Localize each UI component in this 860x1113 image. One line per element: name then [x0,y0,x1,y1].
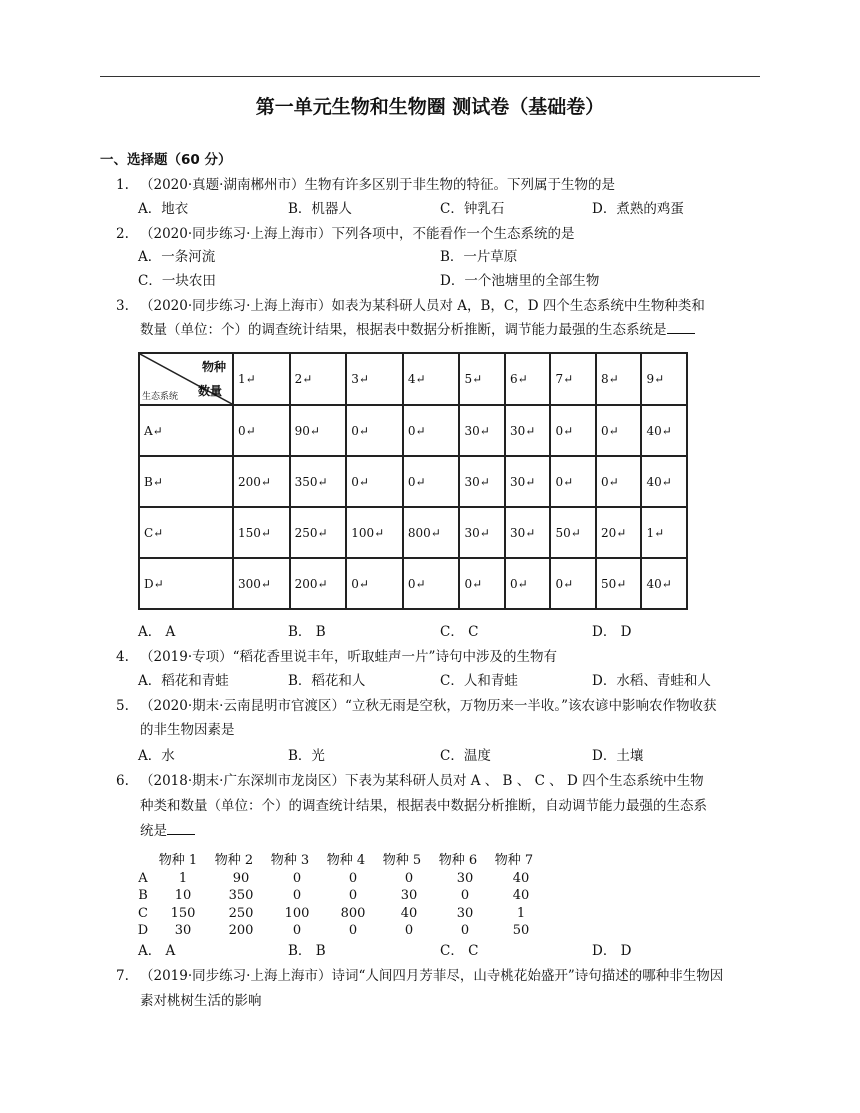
table-cell: 40 [400,905,418,921]
table-cell: 100↵ [346,507,403,558]
table-cell: 30 [456,905,474,921]
question-text-line1: （2019·同步练习·上海上海市）诗词“人间四月芳菲尽，山寺桃花始盛开”诗句描述的哪种非生物因 [140,968,724,984]
table-cell: 200 [228,923,254,938]
question-number: 4. [116,649,129,665]
table-cell: 30↵ [459,456,505,507]
species-table-1 [138,352,688,610]
table-row [139,456,687,507]
table-header-cell: 物种 5 [382,853,422,868]
table-cell: 0↵ [403,456,460,507]
table-cell: 0↵ [403,558,460,609]
question-2 [116,222,766,246]
option-b[interactable]: B． B [288,624,326,640]
table-header-cell: 7↵ [550,353,596,405]
row-label: A [138,870,148,886]
row-label: C↵ [139,507,233,558]
corner-label-count: 数量 [197,384,222,398]
table-header-cell: 4↵ [403,353,460,405]
question-number: 1. [116,177,129,193]
table-row [138,870,558,888]
option-c[interactable]: C．人和青蛙 [440,673,518,689]
table-cell: 20↵ [596,507,642,558]
table-cell: 0 [292,923,302,938]
option-b[interactable]: B． B [288,943,326,959]
question-text-line2: 的非生物因素是 [140,722,235,738]
table-cell: 0↵ [550,456,596,507]
question-text: （2019·专项）“稻花香里说丰年，听取蛙声一片”诗句中涉及的生物有 [140,649,557,665]
question-text-line1: （2020·同步练习·上海上海市）如表为某科研人员对 A，B，C，D 四个生态系统中生物种类和 [140,298,705,314]
table-header-cell: 9↵ [641,353,687,405]
question-text-line1: （2020·期末·云南昆明市官渡区）“立秋无雨是空秋，万物历来一半收。”该农谚中影响农作物收获 [140,698,717,714]
option-d[interactable]: D．一个池塘里的全部生物 [440,273,600,289]
row-label: B [138,888,148,903]
table-cell: 0↵ [550,558,596,609]
question-4 [116,645,766,669]
question-text: （2020·真题·湖南郴州市）生物有许多区别于非生物的特征。下列属于生物的是 [140,177,615,193]
question-5-options [138,745,758,767]
row-label: D↵ [139,558,233,609]
table-cell: 40 [512,870,530,886]
table-header-cell: 物种 4 [326,853,366,868]
table-cell: 30↵ [459,405,505,456]
table-header-cell: 8↵ [596,353,642,405]
table-header-cell: 物种 7 [494,853,534,868]
table-cell: 200↵ [233,456,290,507]
table-cell: 10 [174,888,192,903]
question-number: 5. [116,698,129,714]
option-a[interactable]: A．一条河流 [138,249,216,265]
header-rule [100,76,760,77]
table-cell: 0 [404,870,414,886]
option-b[interactable]: B．机器人 [288,201,352,217]
option-a[interactable]: A． A [138,943,176,959]
table-row [139,507,687,558]
table-row [139,405,687,456]
corner-label-system: 生态系统 [142,392,179,402]
table-cell: 800↵ [403,507,460,558]
table-cell: 30↵ [459,507,505,558]
question-3-options [138,621,758,643]
table-header-cell: 5↵ [459,353,505,405]
option-a[interactable]: A．地衣 [138,201,189,217]
table-header-cell: 物种 1 [158,853,198,868]
table-cell: 350↵ [290,456,347,507]
table-cell: 90 [232,870,250,886]
table-cell: 0↵ [346,456,403,507]
question-1-options [138,198,758,220]
option-b[interactable]: B．稻花和人 [288,673,366,689]
table-cell: 0↵ [346,405,403,456]
table-cell: 30 [174,923,192,938]
table-cell: 800 [340,905,366,921]
option-b[interactable]: B．光 [288,748,325,764]
row-label: D [137,923,149,938]
table-cell: 1 [178,870,188,886]
table-header-cell: 物种 3 [270,853,310,868]
table-cell: 40↵ [641,405,687,456]
question-5 [116,694,766,742]
table-cell: 30↵ [505,405,551,456]
question-6 [116,769,766,844]
question-number: 2. [116,226,129,242]
table-cell: 100 [284,905,310,921]
table-header-cell: 6↵ [505,353,551,405]
table-cell: 250↵ [290,507,347,558]
table-cell: 50↵ [550,507,596,558]
question-7 [116,964,766,1014]
table-cell: 0 [460,888,470,903]
table-cell: 40↵ [641,558,687,609]
section-heading: 一、选择题（60 分） [100,152,232,168]
option-c[interactable]: C． C [440,624,479,640]
table-cell: 250 [228,905,254,921]
table-header-cell: 3↵ [346,353,403,405]
page-title: 第一单元生物和生物圈 测试卷（基础卷） [255,96,605,118]
table-row [139,558,687,609]
option-a[interactable]: A． A [138,624,176,640]
table-cell: 0↵ [346,558,403,609]
row-label: B↵ [139,456,233,507]
table-cell: 0↵ [596,456,642,507]
option-a[interactable]: A．稻花和青蛙 [138,673,229,689]
table-cell: 40↵ [641,456,687,507]
table-cell: 0 [292,888,302,903]
question-text-line2: 种类和数量（单位：个）的调查统计结果，根据表中数据分析推断，自动调节能力最强的生态系 [140,798,707,814]
table-cell: 350 [228,888,254,903]
option-b[interactable]: B．一片草原 [440,249,518,265]
option-d[interactable]: D．煮熟的鸡蛋 [592,201,684,217]
table-cell: 0 [348,870,358,886]
table-cell: 0 [460,923,470,938]
table-cell: 50↵ [596,558,642,609]
table-cell: 0 [404,923,414,938]
table-row [138,887,558,905]
answer-blank[interactable] [167,820,195,835]
table-cell: 1↵ [641,507,687,558]
table-header-cell: 物种 6 [438,853,478,868]
question-2-options-row1 [138,246,758,268]
row-label: A↵ [139,405,233,456]
table-corner-cell [139,353,233,405]
option-a[interactable]: A．水 [138,748,175,764]
table-header-cell: 1↵ [233,353,290,405]
table-cell: 0↵ [459,558,505,609]
species-table-2 [138,852,558,940]
table-row [138,922,558,940]
table-cell: 30↵ [505,456,551,507]
corner-label-species: 物种 [201,360,226,374]
option-c[interactable]: C．一块农田 [138,273,216,289]
question-text: （2020·同步练习·上海上海市）下列各项中，不能看作一个生态系统的是 [140,226,575,242]
table-cell: 30 [456,870,474,886]
option-d[interactable]: D． D [592,943,632,959]
table-cell: 90↵ [290,405,347,456]
table-cell: 0↵ [596,405,642,456]
table-cell: 1 [516,905,526,921]
table-cell: 0↵ [403,405,460,456]
table-cell: 30 [400,888,418,903]
table-cell: 300↵ [233,558,290,609]
option-d[interactable]: D．水稻、青蛙和人 [592,673,711,689]
question-text-line3: 统是 [140,823,167,839]
table-cell: 150↵ [233,507,290,558]
table-cell: 0↵ [233,405,290,456]
table-cell: 0 [348,888,358,903]
option-d[interactable]: D． D [592,624,632,640]
table-cell: 30↵ [505,507,551,558]
table-cell: 0 [292,870,302,886]
option-c[interactable]: C． C [440,943,479,959]
table-header-cell: 2↵ [290,353,347,405]
question-6-options [138,940,758,962]
question-text-line1: （2018·期末·广东深圳市龙岗区）下表为某科研人员对 A 、 B 、 C 、 D 四个生态系统中生物 [140,773,704,789]
table-cell: 150 [170,905,196,921]
question-number: 6. [116,773,129,789]
table-cell: 50 [512,923,530,938]
answer-blank[interactable] [667,319,695,334]
question-3 [116,294,766,342]
option-c[interactable]: C．钟乳石 [440,201,505,217]
table-header-row [139,353,687,405]
question-text-line2: 素对桃树生活的影响 [140,993,262,1009]
question-number: 3. [116,298,129,314]
question-1 [116,173,766,197]
row-label: C [138,905,148,921]
option-d[interactable]: D．土壤 [592,748,644,764]
table-cell: 0 [348,923,358,938]
option-c[interactable]: C．温度 [440,748,491,764]
table-cell: 40 [512,888,530,903]
table-header-cell: 物种 2 [214,853,254,868]
table-row [138,905,558,923]
table-cell: 0↵ [505,558,551,609]
question-number: 7. [116,968,129,984]
table-header-row [138,852,558,870]
question-text-line2: 数量（单位：个）的调查统计结果，根据表中数据分析推断，调节能力最强的生态系统是 [140,322,667,338]
question-4-options [138,670,758,692]
table-cell: 200↵ [290,558,347,609]
table-cell: 0↵ [550,405,596,456]
question-2-options-row2 [138,270,758,292]
